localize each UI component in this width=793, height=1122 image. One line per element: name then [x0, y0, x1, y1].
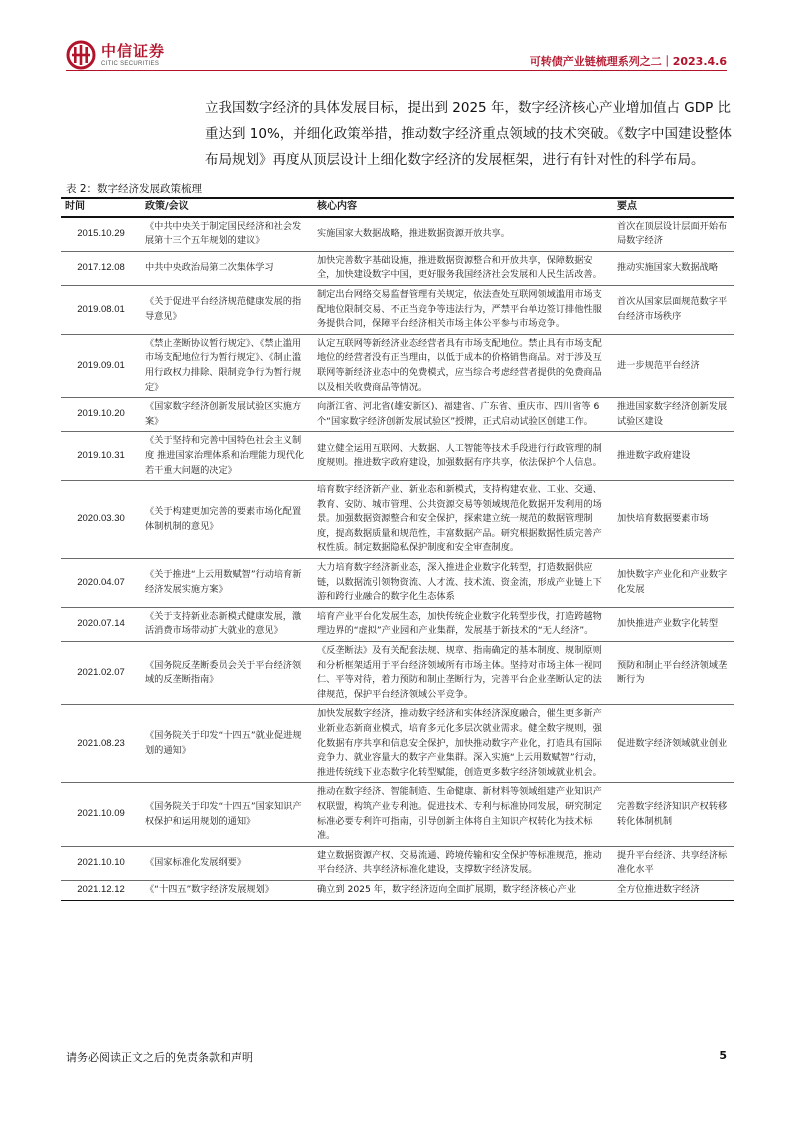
table-row [61, 481, 734, 559]
disclaimer-note: 请务必阅读正文之后的免责条款和声明 [66, 1051, 253, 1064]
cell-date: 2019.09.01 [61, 334, 141, 397]
table-row [61, 705, 734, 783]
cell-point: 全方位推进数字经济 [613, 880, 734, 900]
cell-content: 向浙江省、河北省(雄安新区)、福建省、广东省、重庆市、四川省等 6 个“国家数字经济创新发展试验区”授牌，正式启动试验区创建工作。 [313, 398, 613, 432]
cell-date: 2019.08.01 [61, 285, 141, 334]
cell-date: 2021.10.09 [61, 783, 141, 846]
cell-policy: 《“十四五”数字经济发展规划》 [141, 880, 313, 900]
cell-date: 2019.10.31 [61, 432, 141, 481]
citic-logo-icon [66, 40, 96, 70]
page-header [0, 0, 793, 80]
cell-content: 实施国家大数据战略，推进数据资源开放共享。 [313, 217, 613, 252]
cell-policy: 《关于构建更加完善的要素市场化配置体制机制的意见》 [141, 481, 313, 559]
cell-content: 加快完善数字基础设施，推进数据资源整合和开放共享，保障数据安全，加快建设数字中国，更好服务我国经济社会发展和人民生活改善。 [313, 251, 613, 285]
cell-point: 进一步规范平台经济 [613, 334, 734, 397]
table-row [61, 559, 734, 608]
cell-date: 2021.08.23 [61, 705, 141, 783]
table-row [61, 880, 734, 900]
cell-content: 推动在数字经济、智能制造、生命健康、新材料等领域组建产业知识产权联盟，构筑产业专利池。促进技术、专利与标准协同发展，研究制定标准必要专利许可指南，引导创新主体将自主知识产权转化为技术标准。 [313, 783, 613, 846]
cell-policy: 《关于坚持和完善中国特色社会主义制度 推进国家治理体系和治理能力现代化若干重大问题的决定》 [141, 432, 313, 481]
cell-content: 建立数据资源产权、交易流通、跨境传输和安全保护等标准规范，推动平台经济、共享经济标准化建设，支撑数字经济发展。 [313, 846, 613, 880]
cell-point: 加快培育数据要素市场 [613, 481, 734, 559]
cell-content: 培育数字经济新产业、新业态和新模式，支持构建农业、工业、交通、教育、安防、城市管理、公共资源交易等领域规范化数据开发利用的场景。加强数据资源整合和安全保护，探索建立统一规范的数据管理制度，提高数据质量和规范性，丰富数据产品。研究根据数据性质完善产权性质。制定数据隐私保护制度和安全审查制度。 [313, 481, 613, 559]
table-row [61, 217, 734, 252]
cell-point: 预防和制止平台经济领域垄断行为 [613, 642, 734, 705]
cell-point: 推动实施国家大数据战略 [613, 251, 734, 285]
column-header-policy: 政策/会议 [141, 198, 313, 217]
cell-content: 制定出台网络交易监督管理有关规定，依法查处互联网领域滥用市场支配地位限制交易、不正当竞争等违法行为，严禁平台单边签订排他性服务提供合同，保障平台经济相关市场主体公平参与市场竞争。 [313, 285, 613, 334]
cell-policy: 《国家数字经济创新发展试验区实施方案》 [141, 398, 313, 432]
report-series-title: 可转债产业链梳理系列之二｜2023.4.6 [529, 55, 727, 68]
cell-content: 《反垄断法》及有关配套法规、规章、指南确定的基本制度、规制原则和分析框架适用于平台经济领域所有市场主体。坚持对市场主体一视同仁、平等对待，着力预防和制止垄断行为，完善平台企业垄断认定的法律规范，保护平台经济领域公平竞争。 [313, 642, 613, 705]
page-number: 5 [719, 1049, 727, 1062]
intro-paragraph: 立我国数字经济的具体发展目标，提出到 2025 年，数字经济核心产业增加值占 GDP 比重达到 10%，并细化政策举措，推动数字经济重点领域的技术突破。《数字中国建设整体布局规划》再度从顶层设计上细化数字经济的发展框架，进行有针对性的科学布局。 [205, 100, 733, 168]
cell-point: 完善数字经济知识产权转移转化体制机制 [613, 783, 734, 846]
table-caption: 表 2：数字经济发展政策梳理 [66, 183, 203, 195]
cell-point: 促进数字经济领域就业创业 [613, 705, 734, 783]
cell-content: 认定互联网等新经济业态经营者具有市场支配地位。禁止具有市场支配地位的经营者没有正当理由，以低于成本的价格销售商品。对于涉及互联网等新经济业态中的免费模式，应当综合考虑经营者提供的免费商品以及相关收费商品等情况。 [313, 334, 613, 397]
cell-date: 2021.12.12 [61, 880, 141, 900]
table-row [61, 251, 734, 285]
cell-policy: 《中共中央关于制定国民经济和社会发展第十三个五年规划的建议》 [141, 217, 313, 252]
cell-content: 培育产业平台化发展生态，加快传统企业数字化转型步伐，打造跨越物理边界的“虚拟”产业园和产业集群，发展基于新技术的“无人经济”。 [313, 607, 613, 641]
table-row [61, 285, 734, 334]
cell-content: 确立到 2025 年，数字经济迈向全面扩展期，数字经济核心产业 [313, 880, 613, 900]
cell-date: 2017.12.08 [61, 251, 141, 285]
cell-policy: 《关于促进平台经济规范健康发展的指导意见》 [141, 285, 313, 334]
cell-policy: 《国家标准化发展纲要》 [141, 846, 313, 880]
policy-table [61, 197, 734, 901]
company-logo [66, 40, 165, 70]
logo-chinese-name: 中信证券 [101, 41, 166, 60]
table-row [61, 334, 734, 397]
cell-point: 首次在顶层设计层面开始布局数字经济 [613, 217, 734, 252]
cell-point: 推进国家数字经济创新发展试验区建设 [613, 398, 734, 432]
cell-date: 2020.07.14 [61, 607, 141, 641]
table-body [61, 217, 734, 900]
cell-date: 2021.02.07 [61, 642, 141, 705]
cell-policy: 《国务院关于印发“十四五”就业促进规划的通知》 [141, 705, 313, 783]
header-divider [66, 70, 727, 71]
cell-policy: 《国务院关于印发“十四五”国家知识产权保护和运用规划的通知》 [141, 783, 313, 846]
cell-date: 2015.10.29 [61, 217, 141, 252]
cell-policy: 《禁止垄断协议暂行规定》、《禁止滥用市场支配地位行为暂行规定》、《制止滥用行政权力排除、限制竞争行为暂行规定》 [141, 334, 313, 397]
table-header-row [61, 198, 734, 217]
column-header-point: 要点 [613, 198, 734, 217]
column-header-date: 时间 [61, 198, 141, 217]
cell-date: 2020.03.30 [61, 481, 141, 559]
cell-policy: 《关于推进“上云用数赋智”行动培育新经济发展实施方案》 [141, 559, 313, 608]
cell-policy: 《关于支持新业态新模式健康发展，激活消费市场带动扩大就业的意见》 [141, 607, 313, 641]
table-row [61, 607, 734, 641]
cell-date: 2019.10.20 [61, 398, 141, 432]
table-row [61, 398, 734, 432]
cell-content: 大力培育数字经济新业态，深入推进企业数字化转型，打造数据供应链，以数据流引领物资流、人才流、技术流、资金流，形成产业链上下游和跨行业融合的数字化生态体系 [313, 559, 613, 608]
cell-content: 建立健全运用互联网、大数据、人工智能等技术手段进行行政管理的制度规则。推进数字政府建设，加强数据有序共享，依法保护个人信息。 [313, 432, 613, 481]
cell-policy: 《国务院反垄断委员会关于平台经济领域的反垄断指南》 [141, 642, 313, 705]
table-row [61, 846, 734, 880]
column-header-content: 核心内容 [313, 198, 613, 217]
table-row [61, 642, 734, 705]
cell-date: 2021.10.10 [61, 846, 141, 880]
cell-point: 提升平台经济、共享经济标准化水平 [613, 846, 734, 880]
cell-content: 加快发展数字经济，推动数字经济和实体经济深度融合，催生更多新产业新业态新商业模式，培育多元化多层次就业需求。健全数字规则，强化数据有序共享和信息安全保护，加快推动数字产业化，打造具有国际竞争力、就业容量大的数字产业集群。深入实施“上云用数赋智”行动，推进传统线下业态数字化转型赋能，创造更多数字经济领域就业机会。 [313, 705, 613, 783]
table-row [61, 783, 734, 846]
cell-point: 加快数字产业化和产业数字化发展 [613, 559, 734, 608]
cell-date: 2020.04.07 [61, 559, 141, 608]
cell-point: 加快推进产业数字化转型 [613, 607, 734, 641]
table-row [61, 432, 734, 481]
logo-english-name: CITIC SECURITIES [101, 60, 160, 67]
cell-policy: 中共中央政治局第二次集体学习 [141, 251, 313, 285]
cell-point: 推进数字政府建设 [613, 432, 734, 481]
cell-point: 首次从国家层面规范数字平台经济市场秩序 [613, 285, 734, 334]
